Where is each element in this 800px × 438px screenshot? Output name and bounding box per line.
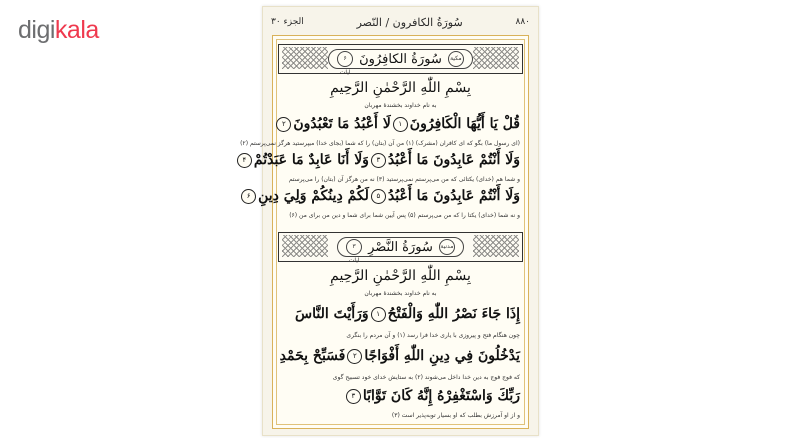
ayah-marker-icon: ۴ [237,153,252,168]
ayah-marker-icon: ۳ [371,153,386,168]
ornament-knot-left [282,47,328,69]
logo-part-kala: kala [54,16,99,44]
verse-translation: چون هنگام فتح و پیروزی با یاری خدا فرا رسد (۱) و آن مردم را بنگری [346,332,520,339]
ornamental-frame [240,35,529,429]
verse-translation: و نه شما (خدای) یکتا را که من می‌پرستم (۵) پس آیین شما برای شما و دین من برای من (۶) [289,212,520,219]
ayah-marker-icon: ۳ [346,389,361,404]
verse-text: إِذَا جَاءَ نَصْرُ اللّٰهِ وَالْفَتْحُ [387,306,520,322]
surah-banner-nasr [278,232,523,262]
logo-part-digi: digi [18,16,55,44]
digikala-logo[interactable] [18,16,99,45]
verse-text: قُلْ يَا أَيُّهَا الْكَافِرُونَ [409,116,520,132]
basmala-translation: به نام خداوند بخشندهٔ مهربان [364,290,437,297]
page-surah-header: سُورَةُ الكافرون / النّصر [356,15,463,29]
verse-text: رَبِّكَ وَاسْتَغْفِرْهُ إِنَّهُ كَانَ تَوَّابًا [362,388,520,404]
verse-translation: و شما هم (خدای) یکتائی که من می‌پرستم نمی‌پرستید (۳) نه من هرگز آن (بتان) را می‌پرستم [288,176,520,183]
verse-translation: که فوج فوج به دین خدا داخل می‌شوند (۲) به ستایش خدای خود تسبیح گوی [332,374,520,381]
basmala: بِسْمِ اللّٰهِ الرَّحْمٰنِ الرَّحِيمِ [330,268,471,284]
revelation-badge: مدنیة [439,239,455,255]
verse-count-badge: ۶ آیات [337,51,353,67]
verse-count-badge: ۳ آیات [346,239,362,255]
surah-cartouche [337,237,464,264]
revelation-badge: مکیة [448,51,464,67]
verse-text: وَرَأَيْتَ النَّاسَ [294,306,369,322]
verse-translation: و از او آمرزش بطلب که او بسیار توبه‌پذیر است (۳) [391,412,520,419]
ayah-marker-icon: ۲ [276,117,291,132]
verse-line [281,388,520,404]
page-header [271,13,530,31]
verse-line [281,306,520,322]
verse-line [242,152,520,168]
basmala-translation: به نام خداوند بخشندهٔ مهربان [364,102,437,109]
ornament-knot-left [282,235,328,257]
basmala: بِسْمِ اللّٰهِ الرَّحْمٰنِ الرَّحِيمِ [330,80,471,96]
verse-text: يَدْخُلُونَ فِي دِينِ اللّٰهِ أَفْوَاجًا [364,348,520,364]
ayah-marker-icon: ۱ [393,117,408,132]
ayah-marker-icon: ۶ [241,189,256,204]
verse-line [281,348,520,364]
surah-title: سُورَةُ النَّصْرِ [368,239,433,255]
ayah-marker-icon: ۱ [371,307,386,322]
verse-text: لَكُمْ دِينُكُمْ وَلِيَ دِينِ [258,188,369,204]
juz-label: الجزء ۳۰ [271,17,304,27]
quran-page-image [240,6,539,436]
ornament-knot-right [473,47,519,69]
page-number: ۸۸۰ [515,17,530,27]
verse-text: وَلَا أَنْتُمْ عَابِدُونَ مَا أَعْبُدُ [387,152,520,168]
ayah-marker-icon: ۲ [347,349,362,364]
surah-cartouche [328,49,473,76]
surah-banner-kafirun [278,44,523,74]
verse-text: فَسَبِّحْ بِحَمْدِ [279,348,346,364]
ornament-knot-right [473,235,519,257]
verse-text: وَلَا أَنَا عَابِدٌ مَا عَبَدْتُمْ [253,152,369,168]
verse-line [281,116,520,132]
verse-text: لَا أَعْبُدُ مَا تَعْبُدُونَ [293,116,391,132]
verse-translation: (ای رسول ما) بگو که ای کافران (مشرک) (۱) من آن (بتان) را که شما (بجای خدا) میپرستید هرگز نمی‌پرستم (۲) [240,140,520,147]
verse-line [246,188,520,204]
surah-title: سُورَةُ الكافِرُونَ [359,51,442,67]
ayah-marker-icon: ۵ [371,189,386,204]
verse-text: وَلَا أَنْتُمْ عَابِدُونَ مَا أَعْبُدُ [387,188,520,204]
